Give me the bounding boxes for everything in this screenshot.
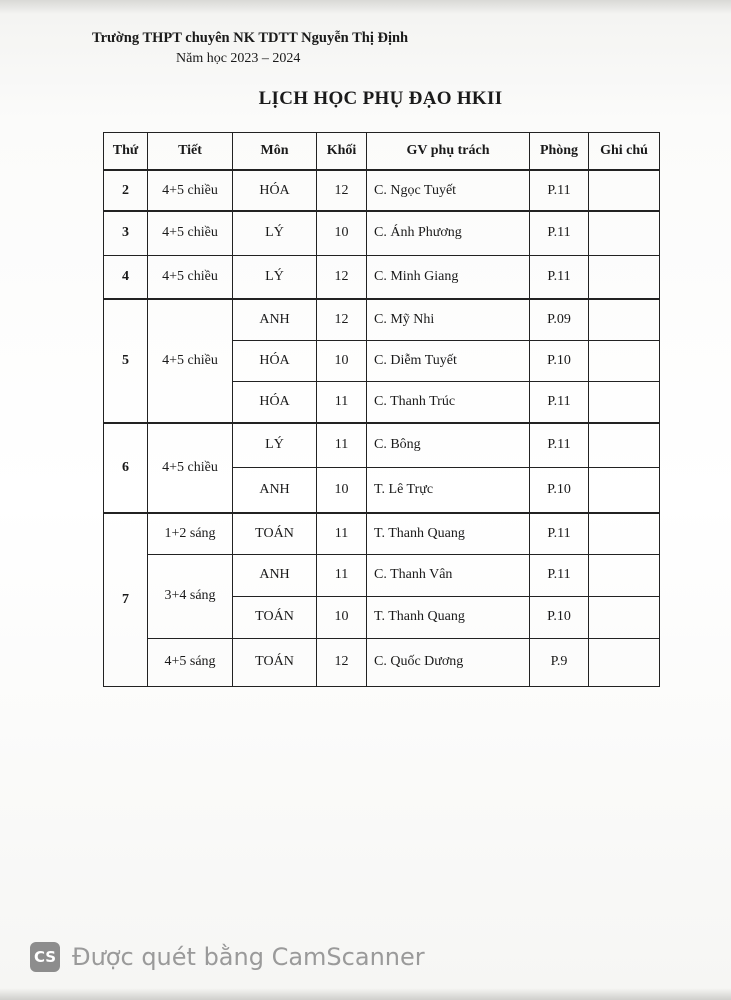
cell-grade: 11 [317,554,367,596]
col-header-subject: Môn [233,133,317,171]
cell-subject: ANH [233,299,317,340]
document-title: LỊCH HỌC PHỤ ĐẠO HKII [258,88,503,109]
cell-subject: LÝ [233,255,317,299]
schedule-table [103,132,660,687]
cell-teacher: C. Bông [367,423,530,467]
cell-note [589,638,660,686]
cell-room: P.9 [530,638,589,686]
cell-teacher: C. Quốc Dương [367,638,530,686]
cell-note [589,211,660,255]
cell-note [589,255,660,299]
table-row [104,170,660,211]
col-header-period: Tiết [148,133,233,171]
cell-subject: ANH [233,467,317,513]
scan-top-edge [0,0,731,14]
cell-room: P.11 [530,381,589,423]
cell-note [589,423,660,467]
table-row [104,554,660,596]
cell-grade: 12 [317,170,367,211]
table-row [104,211,660,255]
cell-grade: 10 [317,340,367,381]
table-row [104,638,660,686]
cell-subject: HÓA [233,381,317,423]
table-row [104,423,660,467]
cell-note [589,299,660,340]
camscanner-logo-icon: CS [30,942,60,972]
cell-grade: 10 [317,467,367,513]
cell-teacher: T. Thanh Quang [367,513,530,554]
cell-room: P.10 [530,467,589,513]
cell-grade: 12 [317,638,367,686]
cell-grade: 10 [317,596,367,638]
cell-subject: LÝ [233,423,317,467]
cell-subject: LÝ [233,211,317,255]
table-row [104,299,660,340]
col-header-teacher: GV phụ trách [367,133,530,171]
cell-teacher: C. Mỹ Nhi [367,299,530,340]
cell-note [589,554,660,596]
cell-teacher: C. Minh Giang [367,255,530,299]
cell-subject: HÓA [233,340,317,381]
cell-room: P.11 [530,211,589,255]
cell-grade: 12 [317,255,367,299]
cell-period: 4+5 chiều [148,423,233,513]
cell-subject: TOÁN [233,638,317,686]
cell-room: P.11 [530,554,589,596]
cell-period: 4+5 chiều [148,211,233,255]
col-header-day: Thứ [104,133,148,171]
table-header-row [104,133,660,171]
col-header-note: Ghi chú [589,133,660,171]
cell-note [589,513,660,554]
cell-grade: 11 [317,513,367,554]
cell-room: P.10 [530,340,589,381]
cell-day: 7 [104,513,148,686]
cell-room: P.11 [530,170,589,211]
cell-day: 4 [104,255,148,299]
cell-period: 3+4 sáng [148,554,233,638]
cell-grade: 10 [317,211,367,255]
cell-period: 4+5 chiều [148,299,233,423]
cell-teacher: C. Ánh Phương [367,211,530,255]
cell-grade: 11 [317,423,367,467]
cell-note [589,340,660,381]
cell-note [589,381,660,423]
school-name: Trường THPT chuyên NK TDTT Nguyễn Thị Định [92,30,409,46]
cell-period: 1+2 sáng [148,513,233,554]
camscanner-watermark [30,942,425,972]
col-header-room: Phòng [530,133,589,171]
cell-day: 6 [104,423,148,513]
camscanner-text: Được quét bằng CamScanner [72,943,425,971]
school-year: Năm học 2023 – 2024 [176,51,301,66]
cell-room: P.11 [530,513,589,554]
table-row [104,513,660,554]
cell-day: 5 [104,299,148,423]
cell-grade: 12 [317,299,367,340]
cell-subject: TOÁN [233,513,317,554]
cell-room: P.09 [530,299,589,340]
cell-period: 4+5 sáng [148,638,233,686]
col-header-grade: Khối [317,133,367,171]
cell-subject: TOÁN [233,596,317,638]
table-row [104,255,660,299]
cell-teacher: C. Thanh Vân [367,554,530,596]
cell-day: 2 [104,170,148,211]
cell-teacher: C. Thanh Trúc [367,381,530,423]
cell-note [589,170,660,211]
cell-teacher: C. Diễm Tuyết [367,340,530,381]
cell-subject: HÓA [233,170,317,211]
cell-period: 4+5 chiều [148,170,233,211]
cell-note [589,596,660,638]
cell-teacher: C. Ngọc Tuyết [367,170,530,211]
cell-period: 4+5 chiều [148,255,233,299]
cell-note [589,467,660,513]
cell-grade: 11 [317,381,367,423]
cell-day: 3 [104,211,148,255]
cell-room: P.10 [530,596,589,638]
cell-teacher: T. Lê Trực [367,467,530,513]
cell-room: P.11 [530,423,589,467]
cell-room: P.11 [530,255,589,299]
scan-bottom-edge [0,988,731,1000]
cell-teacher: T. Thanh Quang [367,596,530,638]
cell-subject: ANH [233,554,317,596]
